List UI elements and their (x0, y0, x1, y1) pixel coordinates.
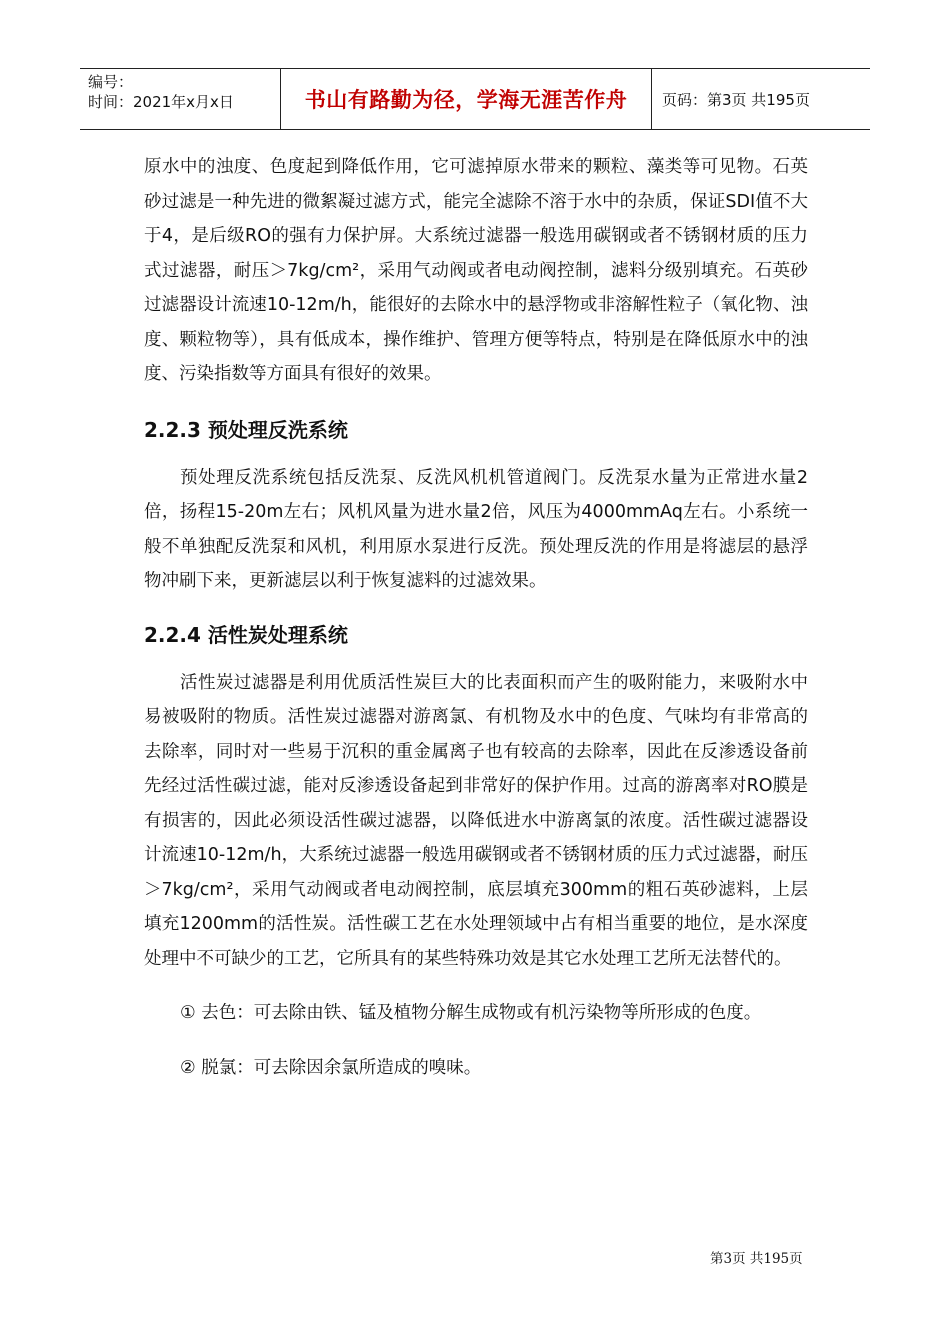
number-label: 编号： (88, 73, 134, 91)
heading-2-2-3: 2.2.3 预处理反洗系统 (144, 417, 348, 442)
date-label: 时间：2021年x月x日 (88, 93, 234, 111)
document-body (144, 150, 808, 1085)
heading-2-2-4: 2.2.4 活性炭处理系统 (144, 622, 348, 647)
paragraph-activated-carbon: 活性炭过滤器是利用优质活性炭巨大的比表面积而产生的吸附能力，来吸附水中易被吸附的物质。活性炭过滤器对游离氯、有机物及水中的色度、气味均有非常高的去除率，同时对一些易于沉积的重金属离子也有较高的去除率，因此在反渗透设备前先经过活性碳过滤，能对反渗透设备起到非常好的保护作用。过高的游离率对RO膜是有损害的，因此必须设活性碳过滤器，以降低进水中游离氯的浓度。活性碳过滤器设计流速10-12m/h，大系统过滤器一般选用碳钢或者不锈钢材质的压力式过滤器，耐压＞7kg/cm²，采用气动阀或者电动阀控制，底层填充300mm的粗石英砂滤料，上层填充1200mm的活性炭。活性碳工艺在水处理领域中占有相当重要的地位，是水深度处理中不可缺少的工艺，它所具有的某些特殊功效是其它水处理工艺所无法替代的。 (144, 672, 808, 969)
header-page-info: 页码：第3页 共195页 (662, 90, 810, 109)
list-item-dechlorinate: ② 脱氯：可去除因余氯所造成的嗅味。 (180, 1057, 482, 1078)
header-motto: 书山有路勤为径，学海无涯苦作舟 (280, 69, 652, 129)
header-meta (80, 69, 280, 129)
page-header (80, 68, 870, 130)
list-item-decolor: ① 去色：可去除由铁、锰及植物分解生成物或有机污染物等所形成的色度。 (180, 1003, 762, 1023)
paragraph-quartz-sand: 原水中的浊度、色度起到降低作用，它可滤掉原水带来的颗粒、藻类等可见物。石英砂过滤是一种先进的微絮凝过滤方式，能完全滤除不溶于水中的杂质，保证SDI值不大于4，是后级RO的强有力保护屏。大系统过滤器一般选用碳钢或者不锈钢材质的压力式过滤器，耐压＞7kg/cm²，采用气动阀或者电动阀控制，滤料分级别填充。石英砂过滤器设计流速10-12m/h，能很好的去除水中的悬浮物或非溶解性粒子（氧化物、浊度、颗粒物等），具有低成本，操作维护、管理方便等特点，特别是在降低原水中的浊度、污染指数等方面具有很好的效果。 (144, 157, 808, 384)
paragraph-backwash: 预处理反洗系统包括反洗泵、反洗风机机管道阀门。反洗泵水量为正常进水量2倍，扬程15-20m左右；风机风量为进水量2倍，风压为4000mmAq左右。小系统一般不单独配反洗泵和风机，利用原水泵进行反洗。预处理反洗的作用是将滤层的悬浮物冲刷下来，更新滤层以利于恢复滤料的过滤效果。 (144, 467, 808, 591)
page-footer: 第3页 共195页 (710, 1251, 803, 1267)
